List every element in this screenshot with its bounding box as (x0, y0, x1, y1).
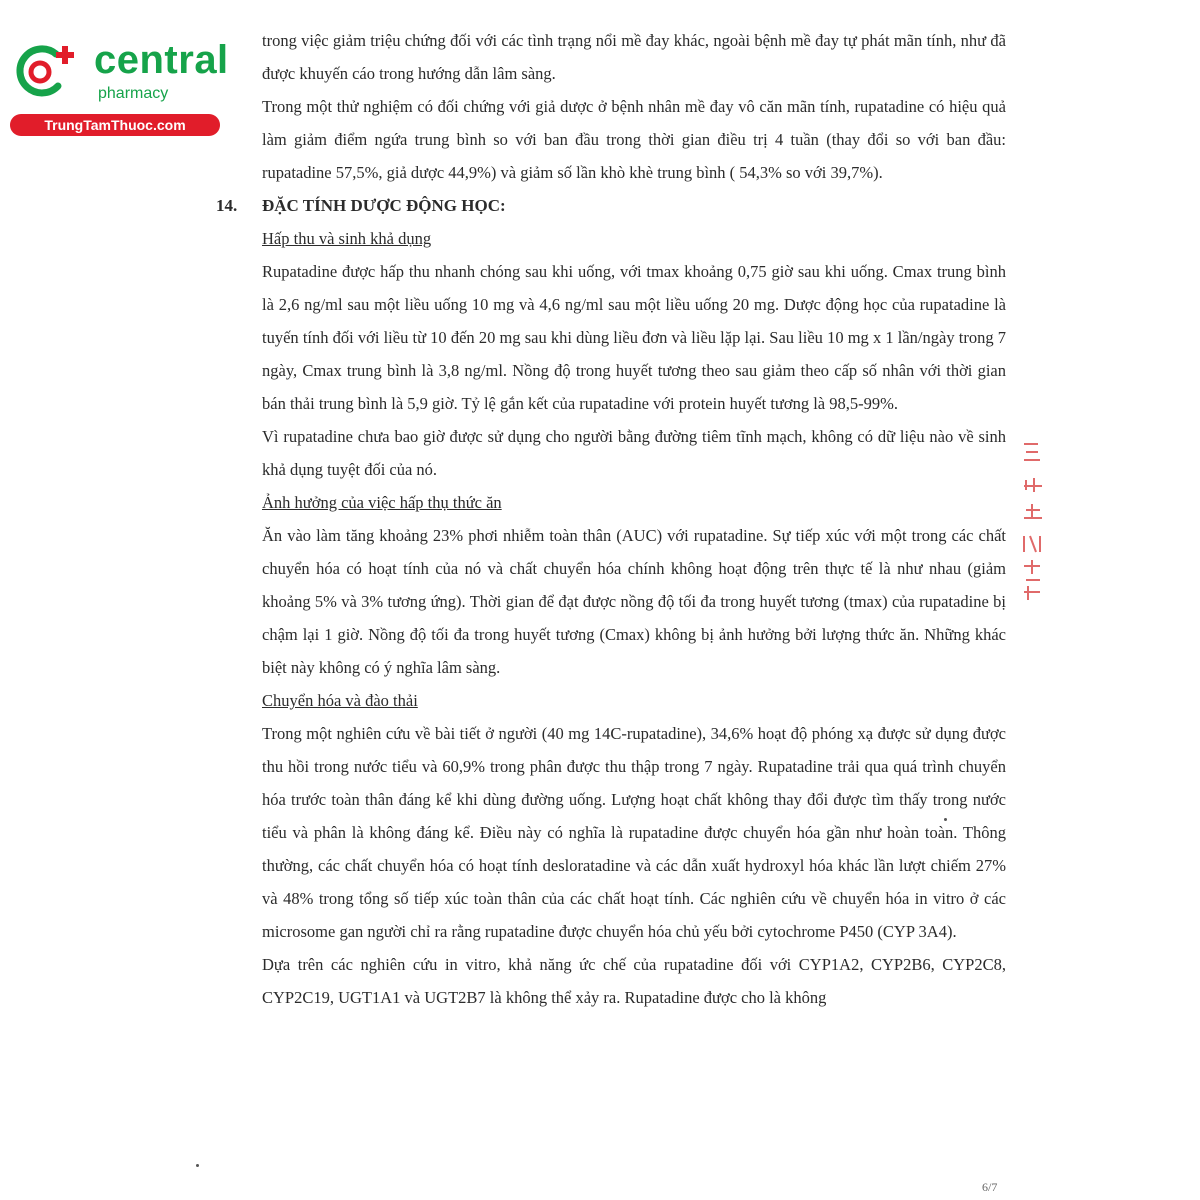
paragraph: Vì rupatadine chưa bao giờ được sử dụng cho người bằng đường tiêm tĩnh mạch, không có dữ liệu nào về sinh khả dụng tuyệt đối của nó. (262, 427, 1006, 479)
subheading: Hấp thu và sinh khả dụng (262, 229, 432, 248)
scan-speck (944, 818, 947, 821)
brand-logo (10, 34, 229, 134)
section-heading (216, 189, 1006, 222)
logo-name: central (94, 38, 229, 82)
central-pharmacy-logo-icon (10, 40, 90, 104)
paragraph: Trong một nghiên cứu về bài tiết ở người (40 mg 14C-rupatadine), 34,6% hoạt độ phóng xạ được sử dụng được thu hồi trong nước tiểu và 60,9% trong phân được thu thập trong 7 ngày. Rupatadine trải qua quá trình chuyển hóa trước toàn thân đáng kể khi dùng đường uống. Lượng hoạt chất không thay đổi được tìm thấy trong nước tiểu và phân là không đáng kể. Điều này có nghĩa là rupatadine được chuyển hóa gần như hoàn toàn. Thông thường, các chất chuyển hóa có hoạt tính desloratadine và các dẫn xuất hydroxyl hóa khác lần lượt chiếm 27% và 48% trong tổng số tiếp xúc toàn thân của các chất hoạt tính. Các nghiên cứu về chuyển hóa in vitro ở các microsome gan người chỉ ra rằng rupatadine được chuyển hóa chủ yếu bởi cytochrome P450 (CYP 3A4). (262, 724, 1006, 941)
subheading: Ảnh hưởng của việc hấp thụ thức ăn (262, 493, 502, 512)
logo-website-badge: TrungTamThuoc.com (10, 114, 220, 136)
subheading: Chuyển hóa và đào thải (262, 691, 418, 710)
paragraph: Trong một thử nghiệm có đối chứng với giả dược ở bệnh nhân mề đay vô căn mãn tính, rupatadine có hiệu quả làm giảm điểm ngứa trung bình so với ban đầu trong thời gian điều trị 4 tuần (thay đổi so với ban đầu: rupatadine 57,5%, giả dược 44,9%) và giảm số lần khò khè trung bình ( 54,3% so với 39,7%). (262, 97, 1006, 182)
paragraph: Ăn vào làm tăng khoảng 23% phơi nhiễm toàn thân (AUC) với rupatadine. Sự tiếp xúc với một trong các chất chuyển hóa có hoạt tính của nó và chất chuyển hóa chính không hoạt động trên thực tế là như nhau (giảm khoảng 5% và 3% tương ứng). Thời gian để đạt được nồng độ tối đa trong huyết tương (tmax) của rupatadine bị chậm lại 1 giờ. Nồng độ tối đa trong huyết tương (Cmax) không bị ảnh hưởng bởi lượng thức ăn. Những khác biệt này không có ý nghĩa lâm sàng. (262, 526, 1006, 677)
logo-subtitle: pharmacy (98, 85, 169, 102)
document-body (216, 24, 1006, 1014)
page-number: 6/7 (982, 1180, 998, 1194)
paragraph: Dựa trên các nghiên cứu in vitro, khả năng ức chế của rupatadine đối với CYP1A2, CYP2B6, CYP2C8, CYP2C19, UGT1A1 và UGT2B7 là không thể xảy ra. Rupatadine được cho là không (262, 955, 1006, 1007)
section-number: 14. (216, 196, 238, 215)
scan-speck (196, 1164, 199, 1167)
section-title: ĐẶC TÍNH DƯỢC ĐỘNG HỌC: (262, 196, 506, 215)
seal-stamp-icon (1016, 440, 1050, 610)
paragraph: trong việc giảm triệu chứng đối với các tình trạng nổi mề đay khác, ngoài bệnh mề đay tự phát mãn tính, như đã được khuyến cáo trong hướng dẫn lâm sàng. (262, 31, 1006, 83)
paragraph: Rupatadine được hấp thu nhanh chóng sau khi uống, với tmax khoảng 0,75 giờ sau khi uống. Cmax trung bình là 2,6 ng/ml sau một liều uống 10 mg và 4,6 ng/ml sau một liều uống 20 mg. Dược động học của rupatadine là tuyến tính đối với liều từ 10 đến 20 mg sau khi dùng liều đơn và liều lặp lại. Sau liều 10 mg x 1 lần/ngày trong 7 ngày, Cmax trung bình là 3,8 ng/ml. Nồng độ trong huyết tương theo sau giảm theo cấp số nhân với thời gian bán thải trung bình là 5,9 giờ. Tỷ lệ gắn kết của rupatadine với protein huyết tương là 98,5-99%. (262, 262, 1006, 413)
